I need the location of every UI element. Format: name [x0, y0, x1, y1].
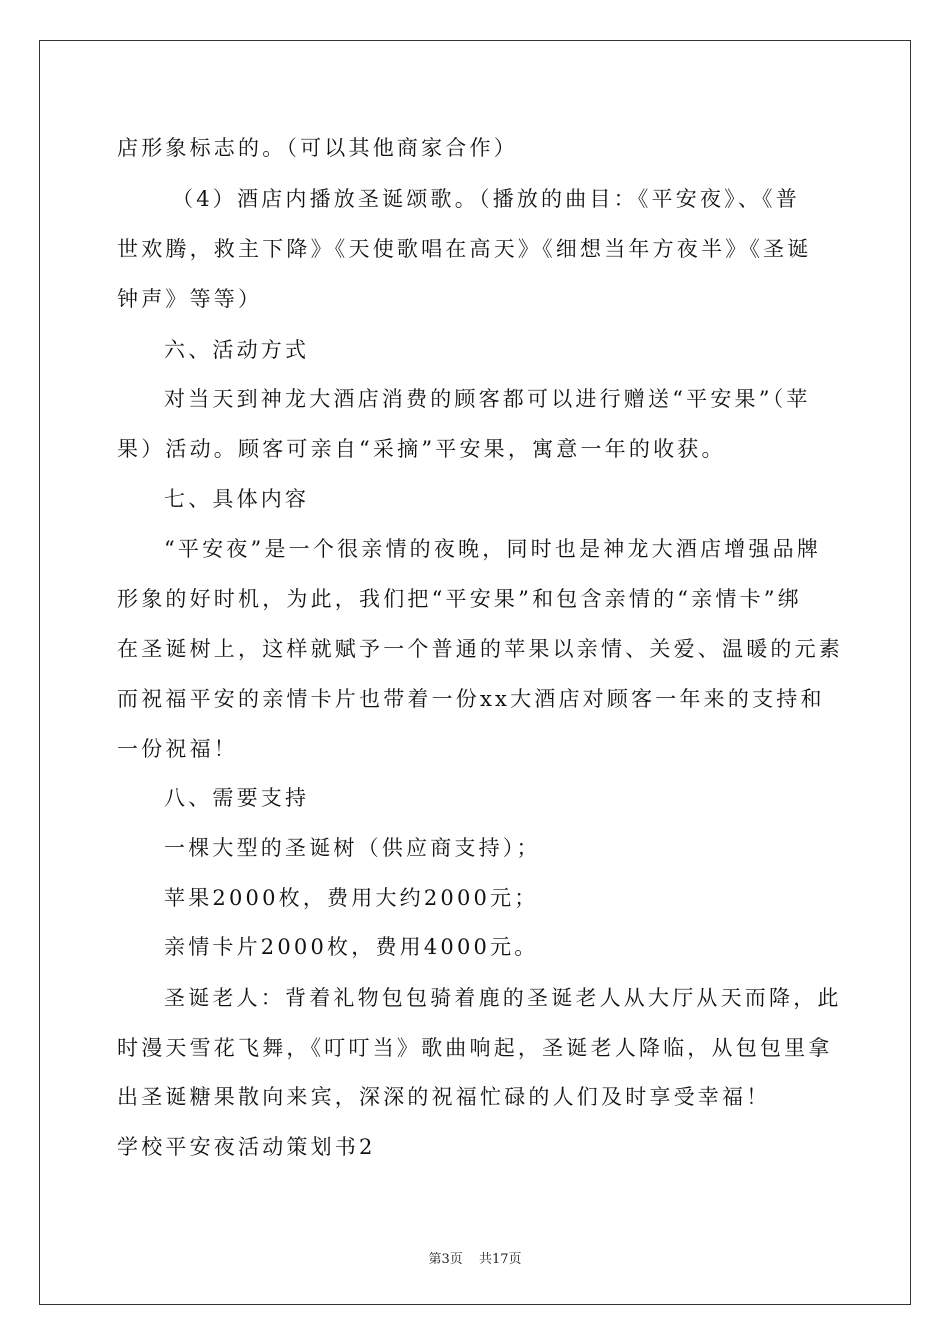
text-line: 而祝福平安的亲情卡片也带着一份xx大酒店对顾客一年来的支持和 — [117, 687, 825, 711]
text-line: 一棵大型的圣诞树（供应商支持）； — [164, 836, 541, 860]
text-line: 出圣诞糖果散向来宾，深深的祝福忙碌的人们及时享受幸福！ — [117, 1085, 771, 1109]
section-heading: 七、具体内容 — [164, 487, 310, 511]
text-line: （4）酒店内播放圣诞颂歌。（播放的曲目：《平安夜》、《普 — [172, 187, 800, 211]
document-subtitle: 学校平安夜活动策划书2 — [117, 1135, 376, 1159]
text-line: 一份祝福！ — [117, 737, 238, 761]
text-line: 对当天到神龙大酒店消费的顾客都可以进行赠送“平安果”（苹 — [164, 387, 811, 411]
text-line: “平安夜”是一个很亲情的夜晚，同时也是神龙大酒店增强品牌 — [164, 537, 822, 561]
text-line: 钟声》等等） — [117, 287, 263, 311]
page-footer — [0, 1248, 950, 1267]
text-line: 店形象标志的。（可以其他商家合作） — [117, 136, 518, 160]
text-line: 苹果2000枚，费用大约2000元； — [164, 886, 539, 910]
text-line: 时漫天雪花飞舞，《叮叮当》歌曲响起，圣诞老人降临，从包包里拿 — [117, 1036, 833, 1060]
page-number: 第3页 — [428, 1252, 463, 1267]
text-line: 在圣诞树上，这样就赋予一个普通的苹果以亲情、关爱、温暖的元素 — [117, 637, 843, 661]
text-line: 形象的好时机，为此，我们把“平安果”和包含亲情的“亲情卡”绑 — [117, 587, 802, 611]
text-line: 亲情卡片2000枚，费用4000元。 — [164, 935, 539, 959]
text-line: 世欢腾，救主下降》《天使歌唱在高天》《细想当年方夜半》《圣诞 — [117, 237, 812, 261]
text-line: 圣诞老人：背着礼物包包骑着鹿的圣诞老人从大厅从天而降，此 — [164, 986, 842, 1010]
page-border — [39, 40, 911, 1305]
page-total: 共17页 — [478, 1252, 522, 1267]
text-line: 果）活动。顾客可亲自“采摘”平安果，寓意一年的收获。 — [117, 437, 726, 461]
section-heading: 六、活动方式 — [164, 338, 310, 362]
section-heading: 八、需要支持 — [164, 786, 310, 810]
